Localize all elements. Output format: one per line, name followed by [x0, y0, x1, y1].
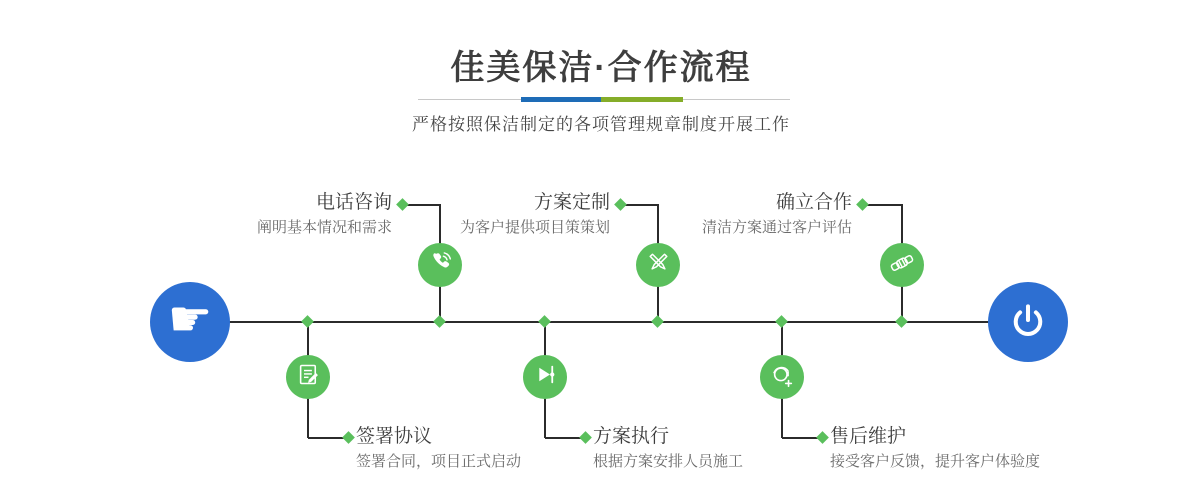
title-divider-green-segment [601, 97, 683, 102]
step-title: 确立合作 [775, 192, 852, 213]
junction-diamond [433, 315, 446, 328]
step-label-phone [257, 190, 392, 240]
junction-diamond [775, 315, 788, 328]
label-diamond [856, 198, 869, 211]
title-divider-blue-segment [521, 97, 601, 102]
label-diamond [342, 431, 355, 444]
handshake-icon [888, 249, 916, 282]
step-desc: 签署合同，项目正式启动 [356, 453, 522, 470]
label-diamond [396, 198, 409, 211]
step-node-design [636, 243, 680, 287]
step-label-design [460, 190, 610, 240]
junction-diamond [895, 315, 908, 328]
step-label-cooperate [702, 190, 852, 240]
label-diamond [614, 198, 627, 211]
junction-diamond [651, 315, 664, 328]
contract-pen-icon [295, 361, 322, 393]
flow-end-node [988, 282, 1068, 362]
step-desc: 根据方案安排人员施工 [593, 453, 744, 470]
play-execute-icon [532, 361, 559, 393]
step-desc: 为客户提供项目策策划 [459, 219, 610, 236]
pointing-hand-icon: ☛ [167, 291, 213, 347]
step-label-service [830, 424, 1040, 474]
step-node-contract [286, 355, 330, 399]
step-label-contract [356, 424, 521, 474]
junction-diamond [301, 315, 314, 328]
label-diamond [579, 431, 592, 444]
power-icon [1007, 299, 1049, 346]
step-node-service [760, 355, 804, 399]
step-title: 售后维护 [830, 426, 907, 447]
step-node-phone [418, 243, 462, 287]
step-title: 方案定制 [533, 192, 610, 213]
headset-service-icon [768, 361, 796, 394]
page-title: 佳美保洁·合作流程 [450, 49, 752, 87]
step-label-execute [593, 424, 743, 474]
pencil-tools-icon [645, 249, 672, 281]
flow-start-node [150, 282, 230, 362]
label-diamond [816, 431, 829, 444]
page-subtitle: 严格按照保洁制定的各项管理规章制度开展工作 [412, 115, 790, 134]
step-title: 方案执行 [593, 426, 670, 447]
step-desc: 阐明基本情况和需求 [256, 219, 392, 236]
phone-icon [427, 249, 454, 281]
step-node-cooperate [880, 243, 924, 287]
step-node-execute [523, 355, 567, 399]
step-desc: 清洁方案通过客户评估 [701, 219, 852, 236]
junction-diamond [538, 315, 551, 328]
step-title: 签署协议 [356, 426, 433, 447]
step-desc: 接受客户反馈，提升客户体验度 [830, 453, 1041, 470]
step-title: 电话咨询 [315, 192, 392, 213]
